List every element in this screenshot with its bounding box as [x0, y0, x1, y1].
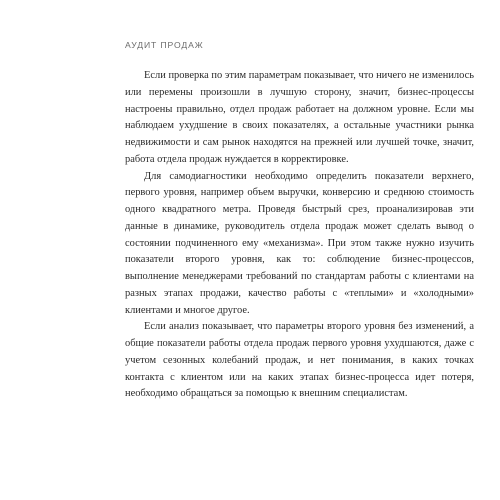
paragraph: Для самодиагностики необходимо определить показатели верхнего, первого уровня, например объем выручки, конверсию и среднюю стоимость одного квадратного метра. Проведя быстрый срез, проанализировав эти данные в динамике, руководитель отдела продаж может сделать вывод о состоянии подчиненного ему «механизма». При этом также нужно изучить показатели второго уровня, как то: соблюдение бизнес-процессов, выполнение менеджерами требований по стандартам работы с клиентами на разных этапах продажи, качество работы с «теплыми» и «холодными» клиентами и многое другое.	[125, 170, 474, 316]
running-head: АУДИТ ПРОДАЖ	[125, 40, 204, 50]
body-text	[125, 68, 474, 403]
paragraph: Если анализ показывает, что параметры второго уровня без изменений, а общие показатели работы отдела продаж первого уровня ухудшаются, даже с учетом сезонных колебаний продаж, и нет понимания, в каких точках контакта с клиентом или на каких этапах бизнес-процесса идет потеря, необходимо обращаться за помощью к внешним специалистам.	[125, 321, 474, 400]
paragraph: Если проверка по этим параметрам показывает, что ничего не изменилось или перемены произошли в лучшую сторону, значит, бизнес-процессы настроены правильно, отдел продаж работает на должном уровне. Если мы наблюдаем ухудшение в своих показателях, а остальные участники рынка недвижимости и сам рынок находятся на прежней или лучшей точке, значит, работа отдела продаж нуждается в корректировке.	[125, 70, 474, 165]
